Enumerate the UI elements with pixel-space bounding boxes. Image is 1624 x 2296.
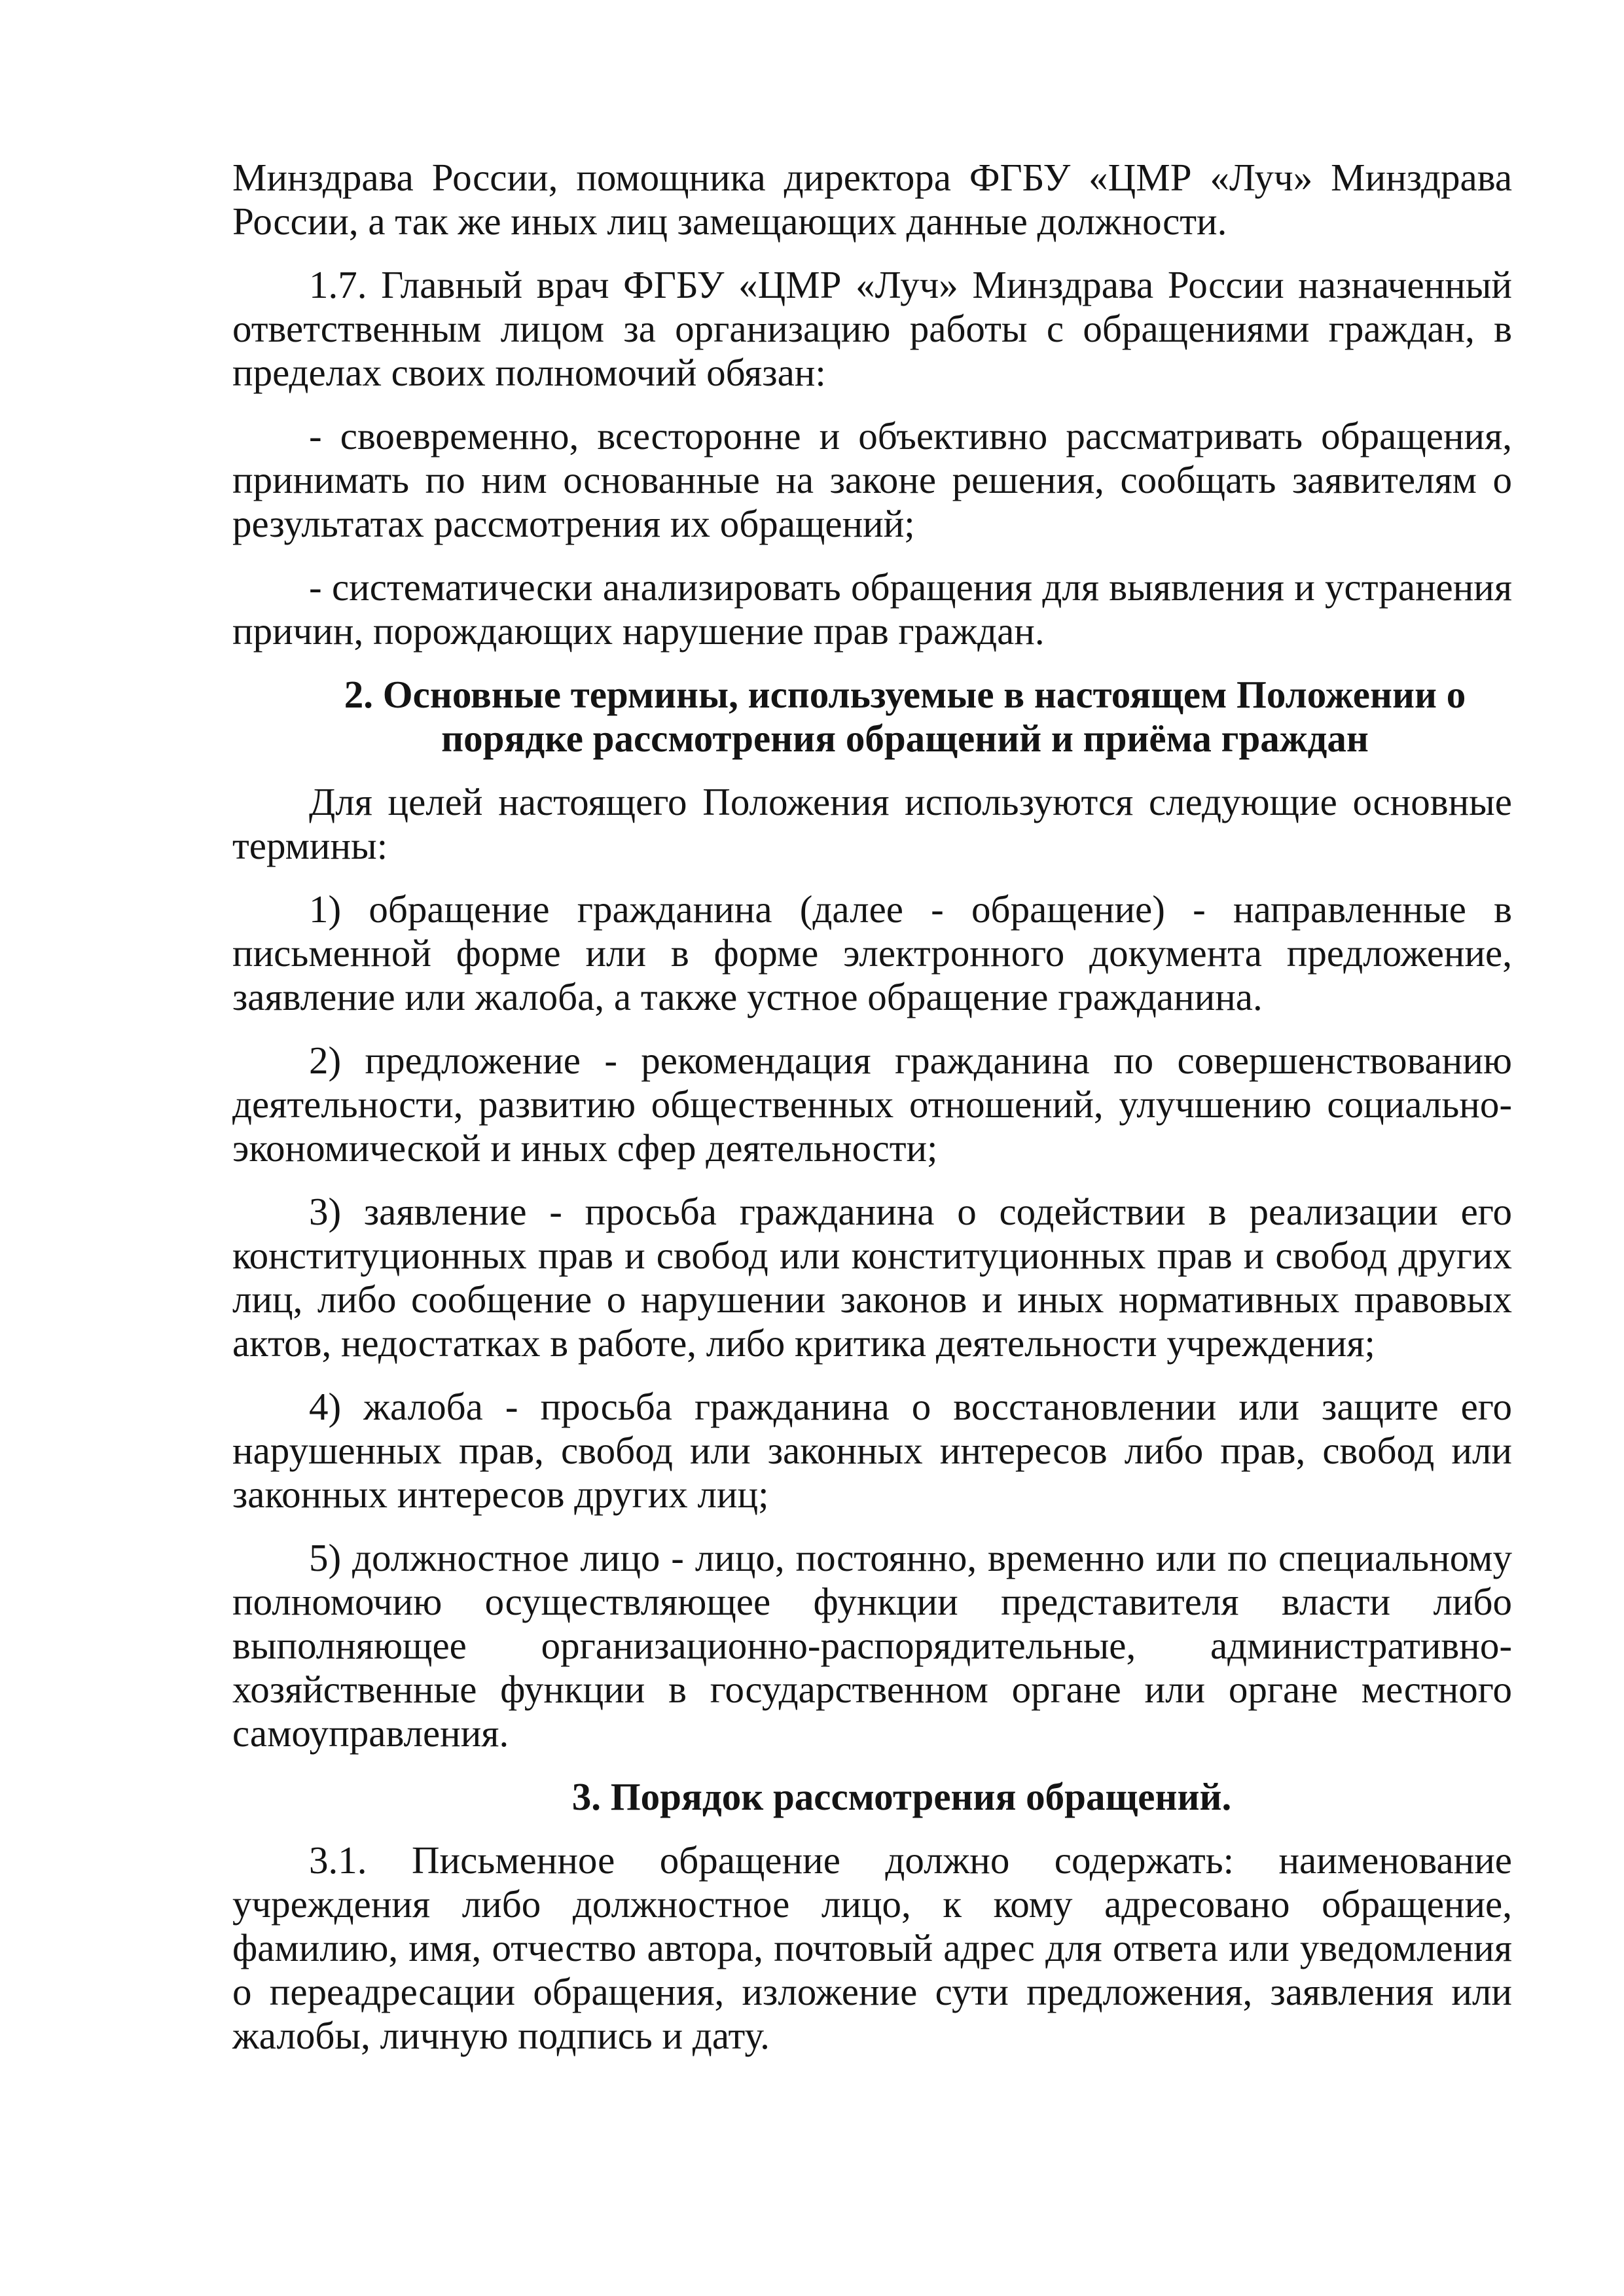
paragraph-3-1: 3.1. Письменное обращение должно содержать: наименование учреждения либо должностное лицо, к кому адресовано обращение, фамилию, имя, отчество автора, почтовый адрес для ответа или уведомления о переадресации обращения, изложение сути предложения, заявления или жалобы, личную подпись и дату. <box>232 1839 1512 2057</box>
term-item-4: 4) жалоба - просьба гражданина о восстановлении или защите его нарушенных прав, свобод или законных интересов либо прав, свобод или законных интересов других лиц; <box>232 1385 1512 1516</box>
section-2-heading-line-2: порядке рассмотрения обращений и приёма граждан <box>441 717 1369 760</box>
duty-item-1: - своевременно, всесторонне и объективно рассматривать обращения, принимать по ним основанные на законе решения, сообщать заявителям о результатах рассмотрения их обращений; <box>232 414 1512 545</box>
section-3-heading: 3. Порядок рассмотрения обращений. <box>571 1775 1232 1818</box>
paragraph-1-7: 1.7. Главный врач ФГБУ «ЦМР «Луч» Минздрава России назначенный ответственным лицом за организацию работы с обращениями граждан, в пределах своих полномочий обязан: <box>232 263 1512 394</box>
term-item-5: 5) должностное лицо - лицо, постоянно, временно или по специальному полномочию осуществляющее функции представителя власти либо выполняющее организационно-распорядительные, административно-хозяйственные функции в государственном органе или органе местного самоуправления. <box>232 1536 1512 1755</box>
term-item-2: 2) предложение - рекомендация гражданина по совершенствованию деятельности, развитию общественных отношений, улучшению социально-экономической и иных сфер деятельности; <box>232 1039 1512 1170</box>
document-body <box>232 156 1512 2077</box>
intro-paragraph: Минздрава России, помощника директора ФГБУ «ЦМР «Луч» Минздрава России, а так же иных лиц замещающих данные должности. <box>232 156 1512 243</box>
section-2-heading-line-1: 2. Основные термины, используемые в настоящем Положении о <box>344 673 1466 716</box>
section-2-intro: Для целей настоящего Положения используются следующие основные термины: <box>232 780 1512 867</box>
term-item-1: 1) обращение гражданина (далее - обращение) - направленные в письменной форме или в форме электронного документа предложение, заявление или жалоба, а также устное обращение гражданина. <box>232 888 1512 1018</box>
term-item-3: 3) заявление - просьба гражданина о содействии в реализации его конституционных прав и свобод или конституционных прав и свобод других лиц, либо сообщение о нарушении законов и иных нормативных правовых актов, недостатках в работе, либо критика деятельности учреждения; <box>232 1190 1512 1365</box>
section-2-heading <box>232 673 1512 761</box>
duty-item-2: - систематически анализировать обращения для выявления и устранения причин, порождающих нарушение прав граждан. <box>232 565 1512 653</box>
